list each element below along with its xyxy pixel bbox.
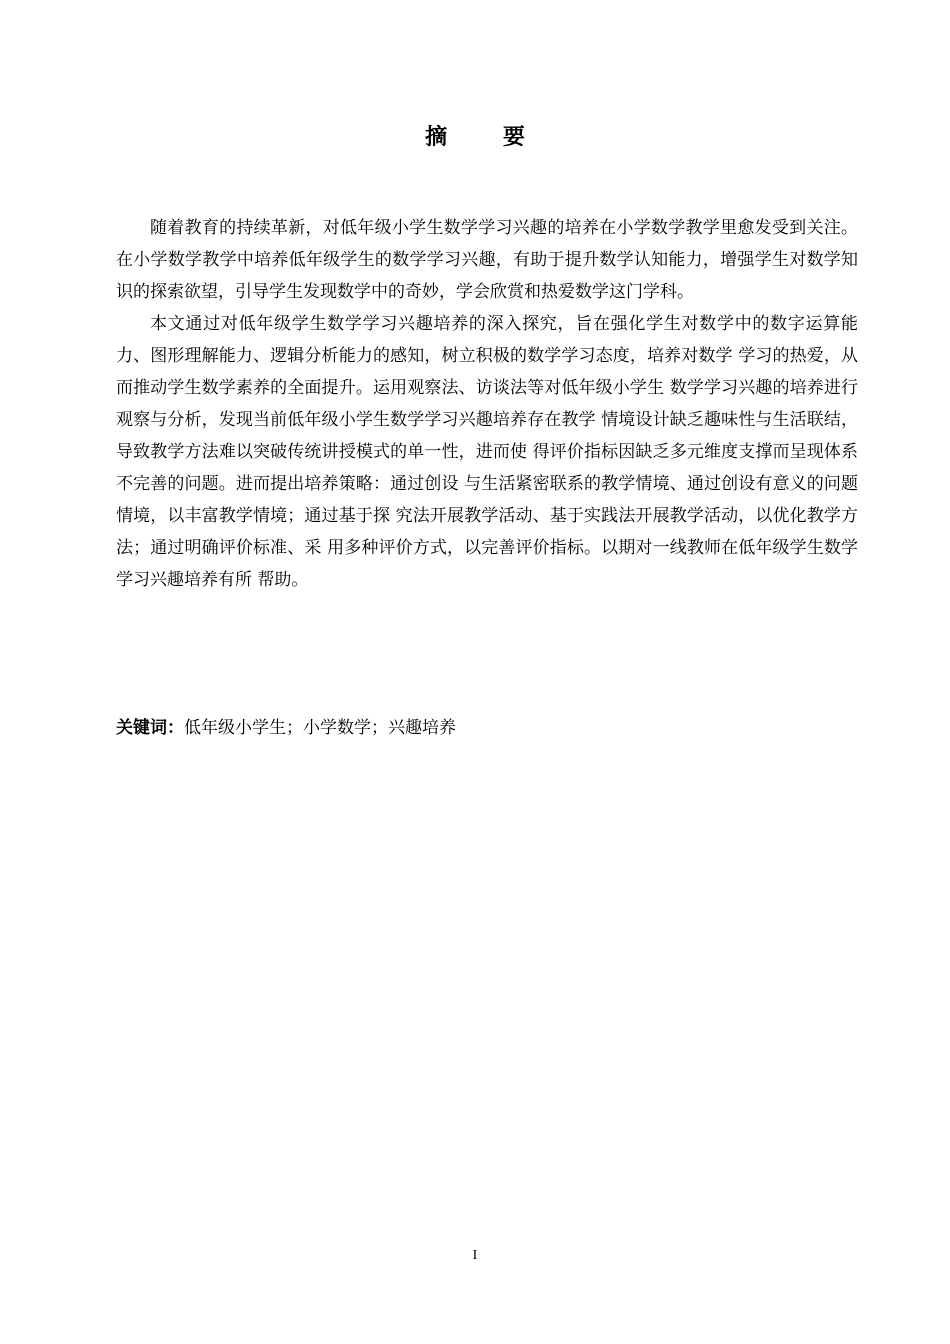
abstract-paragraph-1: 随着教育的持续革新，对低年级小学生数学学习兴趣的培养在小学数学教学里愈发受到关注。在小学数学教学中培养低年级学生的数学学习兴趣，有助于提升数学认知能力，增强学生对数学知识的探索欲望，引导学生发现数学中的奇妙，学会欣赏和热爱数学这门学科。	[116, 218, 858, 302]
page-number: I	[472, 1248, 478, 1263]
abstract-body	[116, 212, 858, 596]
abstract-paragraph-2: 本文通过对低年级学生数学学习兴趣培养的深入探究，旨在强化学生对数学中的数字运算能力、图形理解能力、逻辑分析能力的感知，树立积极的数学学习态度，培养对数学 学习的热爱，从而推动学生数学素养的全面提升。运用观察法、访谈法等对低年级小学生 数学学习兴趣的培养进行观察与分析，发现当前低年级小学生数学学习兴趣培养存在教学 情境设计缺乏趣味性与生活联结，导致教学方法难以突破传统讲授模式的单一性，进而使 得评价指标因缺乏多元维度支撑而呈现体系不完善的问题。进而提出培养策略：通过创设 与生活紧密联系的教学情境、通过创设有意义的问题情境，以丰富教学情境；通过基于探 究法开展教学活动、基于实践法开展教学活动，以优化教学方法；通过明确评价标准、采 用多种评价方式，以完善评价指标。以期对一线教师在低年级学生数学学习兴趣培养有所 帮助。	[116, 314, 858, 590]
abstract-title: 摘 要	[425, 125, 549, 150]
keywords-value: 低年级小学生；小学数学；兴趣培养	[184, 718, 456, 738]
keywords-line	[116, 712, 858, 744]
keywords-label: 关键词：	[116, 718, 184, 738]
